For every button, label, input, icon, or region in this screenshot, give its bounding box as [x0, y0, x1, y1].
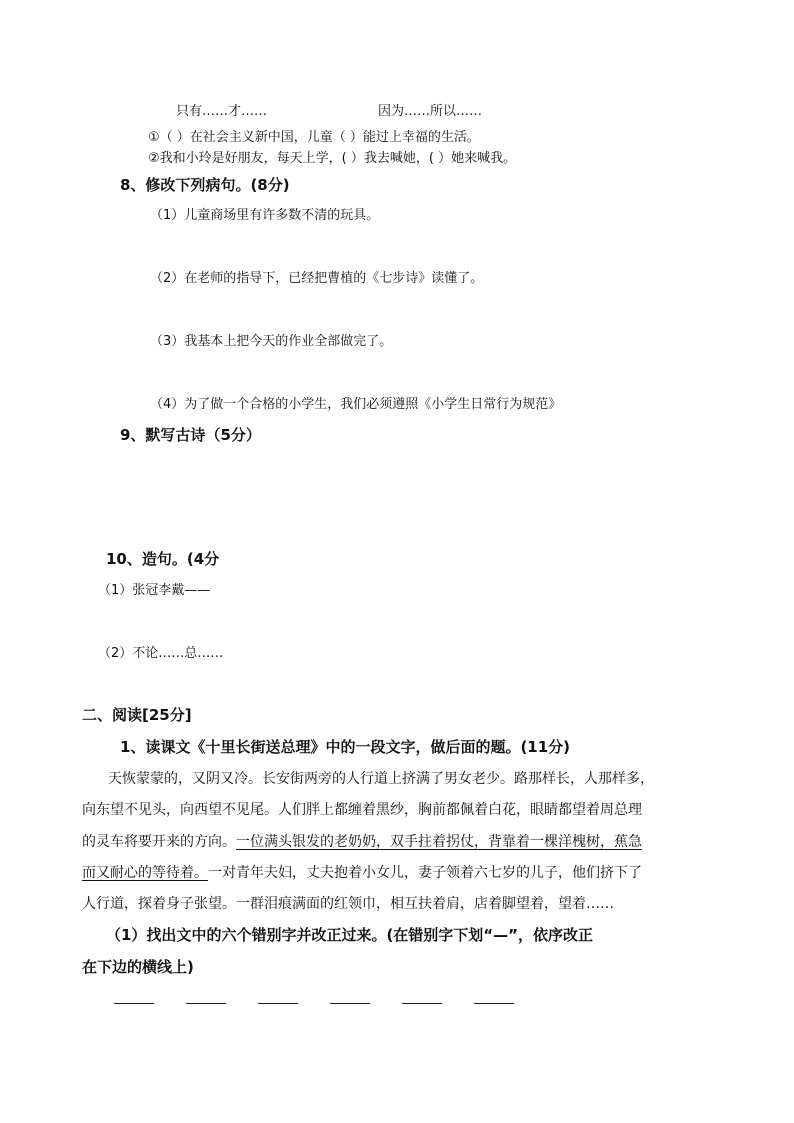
q10-item-1: （1）张冠李戴——: [98, 583, 211, 598]
passage-line-3: [82, 832, 642, 852]
q8-item-2: （2）在老师的指导下，已经把曹植的《七步诗》读懂了。: [150, 271, 484, 286]
sub-question-1-line-2: 在下边的横线上): [82, 958, 194, 976]
q8-title: 8、修改下列病句。(8分): [120, 176, 290, 194]
answer-blank-6[interactable]: [474, 1002, 514, 1004]
passage-underlined-segment: 一位满头银发的老奶奶，双手拄着拐仗，背靠着一棵洋槐树，蕉急: [236, 834, 642, 850]
passage-line-2: 向东望不见头，向西望不见尾。人们胖上都缠着黑纱，胸前都佩着白花，眼睛都望着周总理: [82, 802, 642, 818]
passage-line-5: 人行道，探着身子张望。一群泪痕满面的红领巾，相互扶着肩，店着脚望着，望着……: [82, 896, 614, 912]
q8-item-4: （4）为了做一个合格的小学生，我们必须遵照《小学生日常行为规范》: [150, 397, 562, 412]
passage-line-4: [82, 863, 642, 883]
fill-question-2: ②我和小玲是好朋友，每天上学，( ）我去喊她，( ）她来喊我。: [148, 151, 517, 166]
sub-question-1-line-1: （1）找出文中的六个错别字并改正过来。(在错别字下划“—”，依序改正: [106, 926, 594, 944]
q8-item-3: （3）我基本上把今天的作业全部做完了。: [150, 334, 393, 349]
passage-line-1: 天恢蒙蒙的，又阴又冷。长安街两旁的人行道上挤满了男女老少。路那样长，人那样多，: [108, 771, 654, 787]
passage-line-3-plain: 的灵车将要开来的方向。: [82, 834, 236, 850]
answer-blank-3[interactable]: [258, 1002, 298, 1004]
q10-title: 10、造句。(4分: [106, 550, 220, 568]
answer-blank-4[interactable]: [330, 1002, 370, 1004]
answer-blank-2[interactable]: [186, 1002, 226, 1004]
reading-q1-title: 1、读课文《十里长街送总理》中的一段文字，做后面的题。(11分): [120, 738, 571, 756]
q8-item-1: （1）儿童商场里有许多数不清的玩具。: [150, 208, 380, 223]
fill-question-1: ①（ ）在社会主义新中国，儿童（ ）能过上幸福的生活。: [148, 130, 480, 145]
q9-title: 9、默写古诗（5分）: [120, 426, 261, 444]
answer-blank-5[interactable]: [402, 1002, 442, 1004]
pattern-right: 因为……所以……: [378, 104, 483, 119]
passage-line-4-plain: 一对青年夫妇，丈夫抱着小女儿，妻子领着六七岁的儿子，他们挤下了: [208, 865, 642, 881]
passage-underlined-segment-cont: 而又耐心的等待着。: [82, 865, 208, 881]
q10-item-2: （2）不论……总……: [98, 646, 224, 661]
answer-blank-1[interactable]: [114, 1002, 154, 1004]
pattern-left: 只有……才……: [176, 104, 268, 119]
section2-title: 二、阅读[25分]: [82, 706, 192, 724]
